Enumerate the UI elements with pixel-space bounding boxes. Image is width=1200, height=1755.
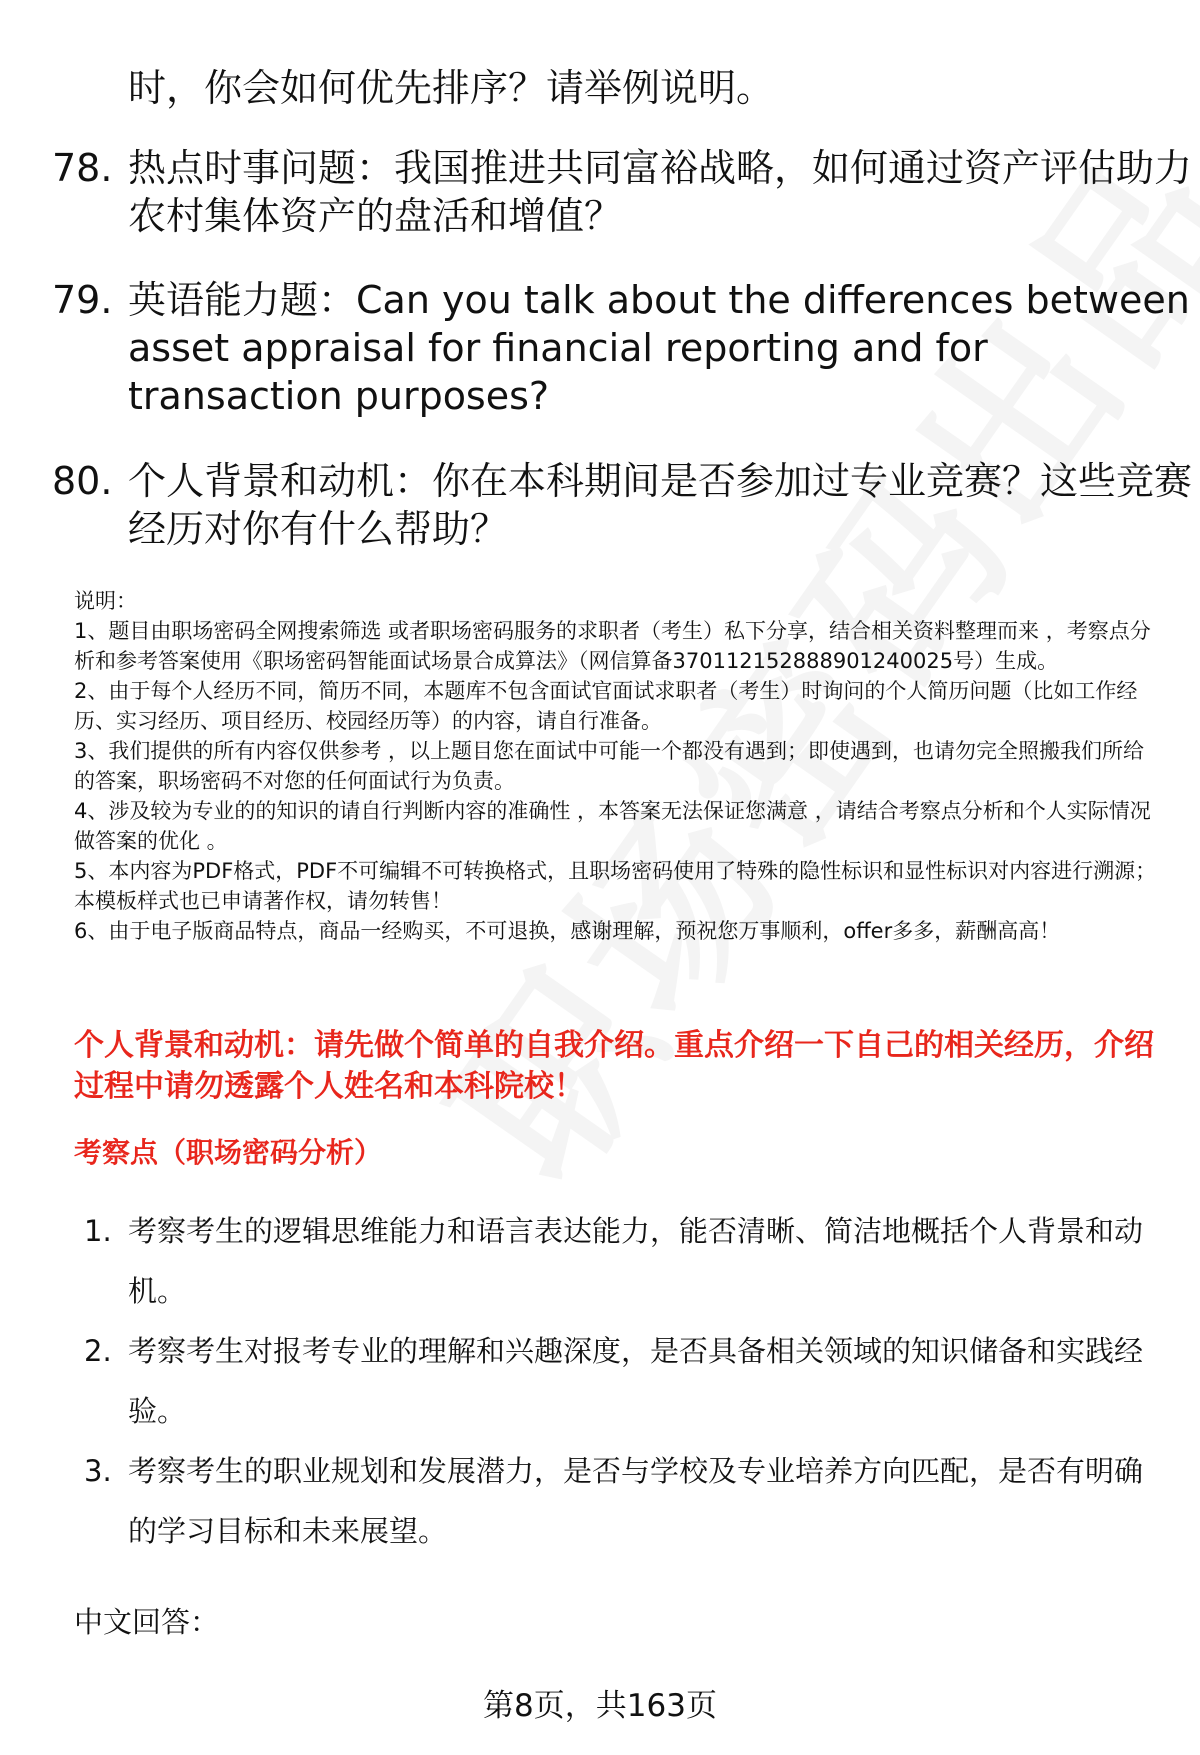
note-item: 3、我们提供的所有内容仅供参考 ，以上题目您在面试中可能一个都没有遇到；即使遇到，也请勿完全照搬我们所给的答案，职场密码不对您的任何面试行为负责。 bbox=[74, 739, 1145, 793]
notes-heading: 说明： bbox=[74, 589, 137, 613]
point-text: 考察考生对报考专业的理解和兴趣深度，是否具备相关领域的知识储备和实践经验。 bbox=[128, 1334, 1144, 1428]
highlight-question: 个人背景和动机：请先做个简单的自我介绍。重点介绍一下自己的相关经历，介绍过程中请勿透露个人姓名和本科院校！ bbox=[74, 1028, 1154, 1104]
point-number: 1. bbox=[84, 1214, 112, 1248]
page-footer: 第8页，共163页 bbox=[483, 1688, 717, 1724]
note-item: 2、由于每个人经历不同，简历不同，本题库不包含面试官面试求职者（考生）时询问的个人简历问题（比如工作经历、实习经历、项目经历、校园经历等）的内容，请自行准备。 bbox=[74, 679, 1138, 733]
point-number: 2. bbox=[84, 1334, 112, 1368]
question-number: 79. bbox=[52, 278, 113, 322]
note-item: 1、题目由职场密码全网搜索筛选 或者职场密码服务的求职者（考生）私下分享，结合相关资料整理而来 ，考察点分析和参考答案使用《职场密码智能面试场景合成算法》（网信算备370112152888901240025号）生成。 bbox=[74, 619, 1151, 673]
answer-label: 中文回答： bbox=[74, 1605, 220, 1639]
point-text: 考察考生的逻辑思维能力和语言表达能力，能否清晰、简洁地概括个人背景和动机。 bbox=[128, 1214, 1144, 1308]
question-number: 80. bbox=[52, 459, 113, 503]
note-item: 6、由于电子版商品特点，商品一经购买，不可退换，感谢理解，预祝您万事顺利，offer多多，薪酬高高！ bbox=[74, 919, 1061, 943]
notes-section bbox=[74, 586, 1160, 946]
question-text: 热点时事问题：我国推进共同富裕战略，如何通过资产评估助力农村集体资产的盘活和增值？ bbox=[128, 146, 1193, 238]
question-text: 个人背景和动机：你在本科期间是否参加过专业竞赛？这些竞赛经历对你有什么帮助？ bbox=[128, 459, 1193, 551]
question-number: 78. bbox=[52, 146, 113, 190]
note-item: 4、涉及较为专业的的知识的请自行判断内容的准确性 ，本答案无法保证您满意 ，请结合考察点分析和个人实际情况做答案的优化 。 bbox=[74, 799, 1151, 853]
question-text: 英语能力题：Can you talk about the differences between asset appraisal for financial reporting and for transaction purposes? bbox=[128, 278, 1190, 418]
analysis-heading: 考察点（职场密码分析） bbox=[74, 1136, 383, 1169]
continuation-text: 时，你会如何优先排序？请举例说明。 bbox=[128, 66, 775, 110]
point-number: 3. bbox=[84, 1454, 112, 1488]
point-text: 考察考生的职业规划和发展潜力，是否与学校及专业培养方向匹配，是否有明确的学习目标和未来展望。 bbox=[128, 1454, 1144, 1548]
note-item: 5、本内容为PDF格式，PDF不可编辑不可转换格式，且职场密码使用了特殊的隐性标识和显性标识对内容进行溯源；本模板样式也已申请著作权，请勿转售！ bbox=[74, 859, 1157, 913]
